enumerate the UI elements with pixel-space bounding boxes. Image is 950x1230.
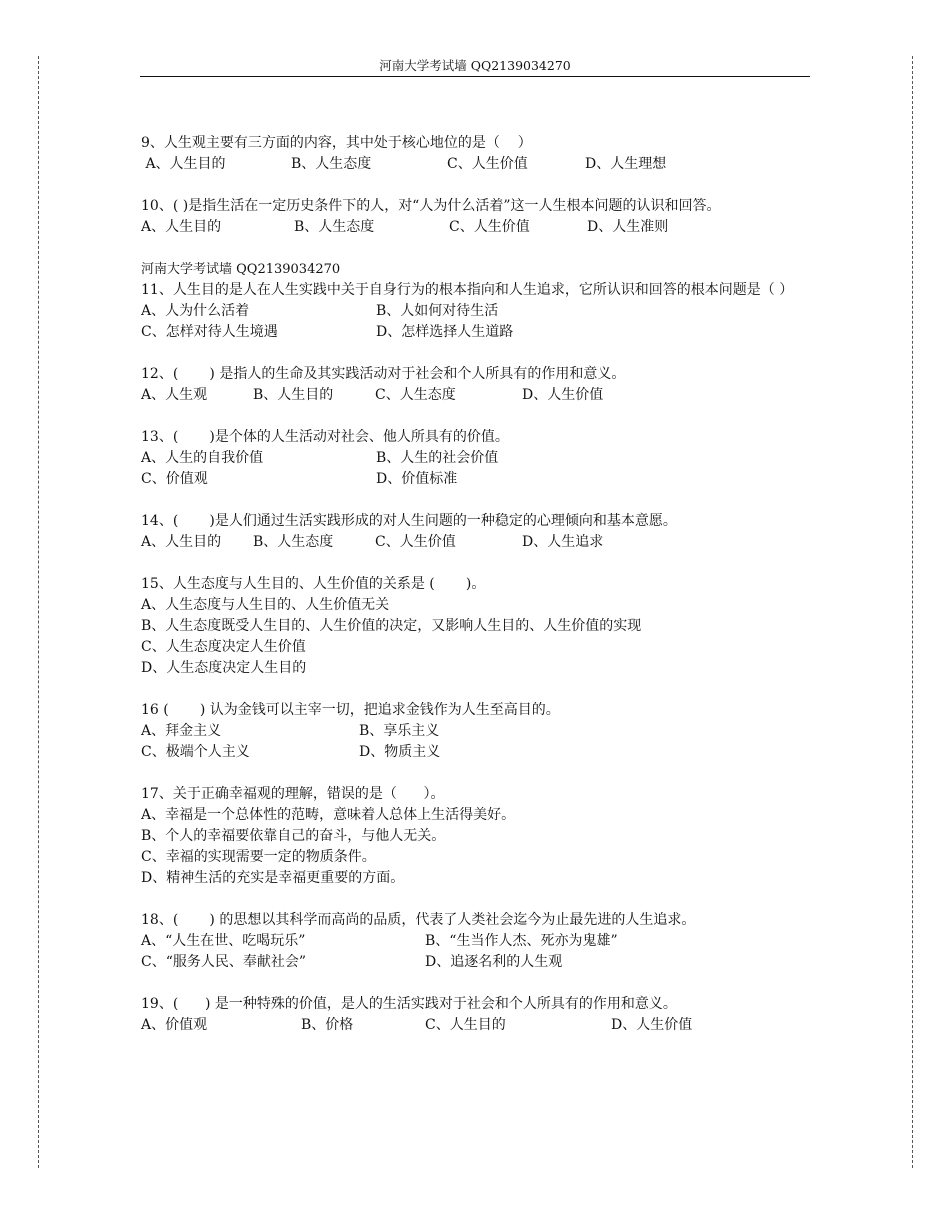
option-b: B、个人的幸福要依靠自己的奋斗，与他人无关。 <box>141 828 446 844</box>
question-stem: 15、人生态度与人生目的、人生价值的关系是 ( )。 <box>141 576 486 592</box>
option-d: D、人生价值 <box>611 1017 693 1033</box>
question-9 <box>141 133 811 175</box>
option-d: D、人生价值 <box>522 387 604 403</box>
options-row <box>141 952 811 973</box>
option-b: B、享乐主义 <box>359 723 440 739</box>
options-row <box>141 721 811 742</box>
question-stem: 12、( ) 是指人的生命及其实践活动对于社会和个人所具有的作用和意义。 <box>141 366 626 382</box>
question-15 <box>141 574 811 679</box>
question-17 <box>141 784 811 889</box>
option-a: A、拜金主义 <box>141 723 222 739</box>
option-a: A、人为什么活着 <box>141 303 250 319</box>
options-row <box>141 154 811 175</box>
option-b: B、人生目的 <box>253 387 334 403</box>
option-c: C、极端个人主义 <box>141 744 250 760</box>
options-row <box>141 532 811 553</box>
question-stem: 10、( )是指生活在一定历史条件下的人，对“人为什么活着”这一人生根本问题的认识和回答。 <box>141 198 721 214</box>
options-row <box>141 469 811 490</box>
option-b: B、人生态度 <box>253 534 334 550</box>
option-c: C、人生态度 <box>375 387 456 403</box>
option-d: D、人生准则 <box>587 219 669 235</box>
option-c: C、人生价值 <box>447 156 528 172</box>
option-d: D、追逐名利的人生观 <box>425 954 563 970</box>
option-a: A、人生目的 <box>141 156 226 172</box>
option-a: A、幸福是一个总体性的范畴，意味着人总体上生活得美好。 <box>141 807 516 823</box>
header-rule <box>140 76 810 77</box>
option-d: D、人生态度决定人生目的 <box>141 660 307 676</box>
option-b: B、人如何对待生活 <box>376 303 499 319</box>
option-d: D、价值标准 <box>376 471 458 487</box>
left-dashed-margin <box>38 56 39 1168</box>
options-row <box>141 931 811 952</box>
question-stem: 13、( )是个体的人生活动对社会、他人所具有的价值。 <box>141 429 509 445</box>
option-d: D、物质主义 <box>359 744 441 760</box>
options-row <box>141 322 811 343</box>
option-c: C、人生价值 <box>449 219 530 235</box>
question-stem: 11、人生目的是人在人生实践中关于自身行为的根本指向和人生追求，它所认识和回答的根本问题是（ ） <box>141 282 794 298</box>
question-list <box>141 133 811 1057</box>
option-c: C、幸福的实现需要一定的物质条件。 <box>141 849 376 865</box>
question-12 <box>141 364 811 406</box>
options-row <box>141 385 811 406</box>
question-stem: 14、( )是人们通过生活实践形成的对人生问题的一种稳定的心理倾向和基本意愿。 <box>141 513 677 529</box>
question-14 <box>141 511 811 553</box>
right-dashed-margin <box>912 56 913 1168</box>
options-row <box>141 448 811 469</box>
options-row <box>141 217 811 238</box>
option-c: C、价值观 <box>141 471 208 487</box>
option-b: B、人生态度既受人生目的、人生价值的决定，又影响人生目的、人生价值的实现 <box>141 618 642 634</box>
option-a: A、人生目的 <box>141 534 222 550</box>
option-b: B、人生态度 <box>294 219 375 235</box>
option-c: C、怎样对待人生境遇 <box>141 324 278 340</box>
option-c: C、人生价值 <box>375 534 456 550</box>
question-stem: 9、人生观主要有三方面的内容，其中处于核心地位的是（ ） <box>141 135 532 151</box>
option-b: B、价格 <box>301 1017 354 1033</box>
options-row <box>141 742 811 763</box>
watermark-text: 河南大学考试墙 QQ2139034270 <box>141 262 341 277</box>
question-19 <box>141 994 811 1036</box>
option-a: A、人生观 <box>141 387 208 403</box>
question-10 <box>141 196 811 238</box>
option-a: A、“人生在世、吃喝玩乐” <box>141 933 306 949</box>
option-d: D、人生追求 <box>522 534 604 550</box>
option-b: B、“生当作人杰、死亦为鬼雄” <box>425 933 618 949</box>
question-stem: 18、( ) 的思想以其科学而高尚的品质，代表了人类社会迄今为止最先进的人生追求。 <box>141 912 696 928</box>
option-a: A、价值观 <box>141 1017 208 1033</box>
question-11 <box>141 259 811 343</box>
question-18 <box>141 910 811 973</box>
option-a: A、人生态度与人生目的、人生价值无关 <box>141 597 390 613</box>
option-a: A、人生目的 <box>141 219 222 235</box>
option-c: C、人生目的 <box>425 1017 506 1033</box>
question-stem: 19、( ) 是一种特殊的价值，是人的生活实践对于社会和个人所具有的作用和意义。 <box>141 996 677 1012</box>
question-16 <box>141 700 811 763</box>
option-d: D、精神生活的充实是幸福更重要的方面。 <box>141 870 405 886</box>
options-row <box>141 1015 811 1036</box>
question-13 <box>141 427 811 490</box>
options-row <box>141 301 811 322</box>
option-c: C、人生态度决定人生价值 <box>141 639 306 655</box>
page-header: 河南大学考试墙 QQ2139034270 <box>379 58 571 73</box>
option-b: B、人生态度 <box>291 156 372 172</box>
question-stem: 17、关于正确幸福观的理解，错误的是（ ）。 <box>141 786 445 802</box>
option-d: D、怎样选择人生道路 <box>376 324 514 340</box>
option-b: B、人生的社会价值 <box>376 450 499 466</box>
option-a: A、人生的自我价值 <box>141 450 264 466</box>
option-d: D、人生理想 <box>585 156 667 172</box>
option-c: C、“服务人民、奉献社会” <box>141 954 307 970</box>
question-stem: 16 ( ) 认为金钱可以主宰一切，把追求金钱作为人生至高目的。 <box>141 702 560 718</box>
